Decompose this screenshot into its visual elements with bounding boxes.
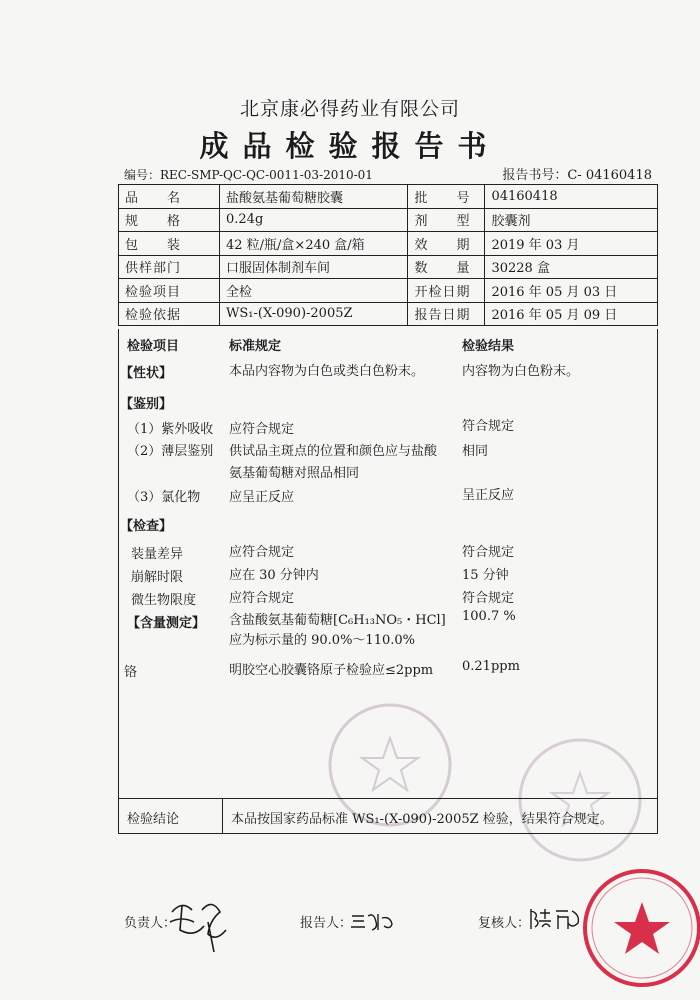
chk3-result: 符合规定: [462, 591, 515, 606]
info-value: 2016 年 05 月 03 日: [485, 279, 658, 303]
chk3-standard: 应符合规定: [229, 591, 295, 606]
company-name: 北京康必得药业有限公司: [239, 98, 460, 120]
reporter-label: 报告人：: [300, 916, 353, 931]
info-value: 胶囊剂: [485, 208, 658, 232]
reviewer-label: 复核人：: [478, 916, 531, 931]
id3-item: （3）氯化物: [127, 490, 201, 505]
id1-result: 符合规定: [462, 419, 515, 434]
info-value: 全检: [220, 279, 408, 303]
info-row: [119, 255, 658, 279]
character-standard: 本品内容物为白色或类白色粉末。: [229, 364, 425, 379]
id2-standard-line2: 氨基葡萄糖对照品相同: [229, 466, 360, 481]
id3-result: 呈正反应: [462, 488, 515, 503]
chk2-standard: 应在 30 分钟内: [229, 568, 319, 583]
column-header-standard: 标准规定: [229, 339, 282, 354]
chk1-result: 符合规定: [462, 545, 515, 560]
info-label: 报告日期: [408, 302, 485, 326]
info-label: 效 期: [408, 232, 485, 256]
id1-standard: 应符合规定: [229, 422, 295, 437]
section-inspection: 【检查】: [120, 519, 173, 534]
assay-standard-line2: 应为标示量的 90.0%～110.0%: [229, 633, 415, 648]
responsible-label: 负责人：: [124, 916, 177, 931]
assay-standard: 含盐酸氨基葡萄糖[C₆H₁₃NO₅・HCl]: [229, 613, 446, 628]
info-value: 30228 盒: [485, 255, 658, 279]
id2-item: （2）薄层鉴别: [127, 444, 214, 459]
chromium-result: 0.21ppm: [462, 659, 520, 674]
product-info-table: [118, 184, 658, 326]
reporter-signature: [350, 910, 394, 932]
info-row: [119, 232, 658, 256]
info-label: 开检日期: [408, 279, 485, 303]
id2-standard: 供试品主斑点的位置和颜色应与盐酸: [229, 444, 438, 459]
info-value: 盐酸氨基葡萄糖胶囊: [220, 185, 408, 209]
info-row: [119, 185, 658, 209]
id2-result: 相同: [462, 444, 489, 459]
section-identification: 【鉴别】: [120, 397, 173, 412]
info-value: 42 粒/瓶/盒×240 盒/箱: [220, 232, 408, 256]
conclusion-label: 检验结论: [127, 812, 180, 827]
info-value: 2016 年 05 月 09 日: [485, 302, 658, 326]
info-label: 批 号: [408, 185, 485, 209]
info-value: 口服固体制剂车间: [220, 255, 408, 279]
column-header-result: 检验结果: [462, 339, 515, 354]
chk1-standard: 应符合规定: [229, 545, 295, 560]
section-character: 【性状】: [120, 366, 173, 381]
column-header-item: 检验项目: [127, 339, 180, 354]
info-value: WS₁-(X-090)-2005Z: [220, 302, 408, 326]
info-value: 2019 年 03 月: [485, 232, 658, 256]
info-row: [119, 302, 658, 326]
info-label: 包 装: [119, 232, 220, 256]
chromium-item: 铬: [124, 665, 138, 680]
info-value: 04160418: [485, 185, 658, 209]
document-number: 编号：REC-SMP-QC-QC-0011-03-2010-01: [124, 168, 373, 182]
info-row: [119, 208, 658, 232]
id3-standard: 应呈正反应: [229, 490, 295, 505]
info-label: 剂 型: [408, 208, 485, 232]
chk2-result: 15 分钟: [462, 568, 509, 583]
info-label: 检验项目: [119, 279, 220, 303]
info-label: 规 格: [119, 208, 220, 232]
assay-result: 100.7 %: [462, 609, 516, 624]
responsible-signature: [168, 892, 230, 956]
info-value: 0.24g: [220, 208, 408, 232]
info-label: 品 名: [119, 185, 220, 209]
chk3-item: 微生物限度: [131, 593, 197, 608]
chk2-item: 崩解时限: [131, 570, 184, 585]
character-result: 内容物为白色粉末。: [462, 364, 580, 379]
official-red-stamp: [572, 860, 700, 988]
info-row: [119, 279, 658, 303]
conclusion-row: [118, 798, 658, 834]
chk1-item: 装量差异: [131, 547, 184, 562]
info-label: 数 量: [408, 255, 485, 279]
report-title: 成品检验报告书: [199, 129, 501, 163]
info-label: 检验依据: [119, 302, 220, 326]
conclusion-text: 本品按国家药品标准 WS₁-(X-090)-2005Z 检验，结果符合规定。: [231, 812, 613, 827]
assay-item: 【含量测定】: [127, 616, 206, 631]
info-label: 供样部门: [119, 255, 220, 279]
id1-item: （1）紫外吸收: [127, 422, 214, 437]
report-number: 报告书号：C- 04160418: [502, 168, 652, 183]
chromium-standard: 明胶空心胶囊铬原子检验应≤2ppm: [229, 663, 434, 678]
